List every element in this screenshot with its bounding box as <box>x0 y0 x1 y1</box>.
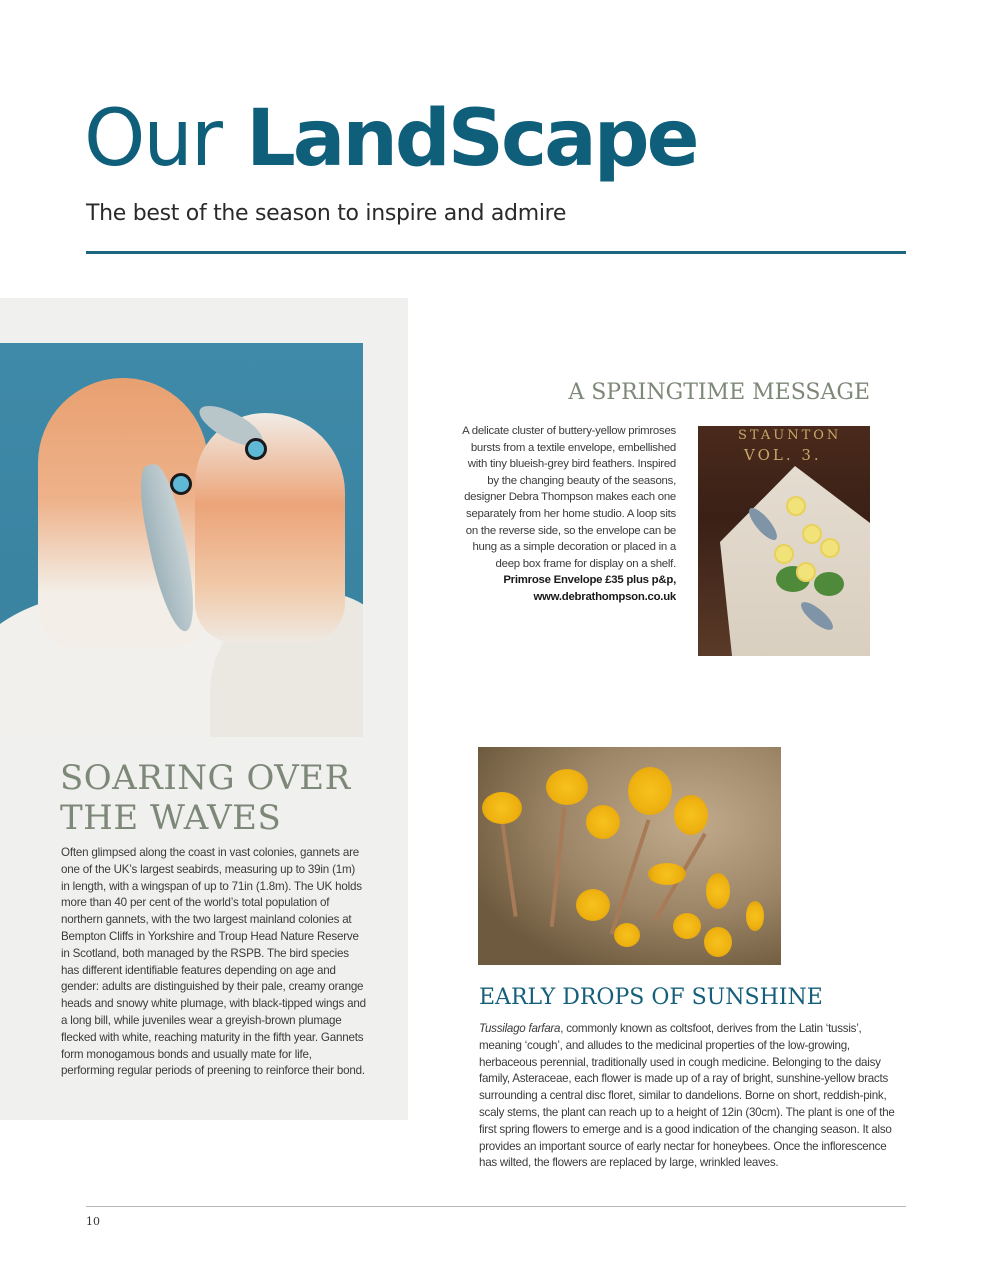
coltsfoot-bloom-icon <box>673 913 701 939</box>
springtime-body-block <box>462 423 676 606</box>
coltsfoot-heading: EARLY DROPS OF SUNSHINE <box>479 985 823 1010</box>
gannets-photo <box>0 343 363 737</box>
primrose-flower-icon <box>786 496 806 516</box>
springtime-heading: A SPRINGTIME MESSAGE <box>568 380 870 405</box>
gannets-body: Often glimpsed along the coast in vast colonies, gannets are one of the UK’s largest seabirds, measuring up to 39in (1m) in length, with a wingspan of up to 71in (1.8m). The UK holds more than 40 per cent of the world’s total population of northern gannets, with the two largest mainland colonies at Bempton Cliffs in Yorkshire and Troup Head Nature Reserve in Scotland, both managed by the RSPB. The bird species has different identifiable features depending on age and gender: adults are distinguished by their pale, creamy orange heads and snowy white plumage, with black-tipped wings and a long bill, while juveniles wear a greyish-brown plumage flecked with white, reaching maturity in the fifth year. Gannets form monogamous bonds and usually mate for life, performing regular periods of preening to reinforce their bond. <box>61 846 366 1078</box>
coltsfoot-bloom-icon <box>586 805 620 839</box>
primrose-flower-icon <box>796 562 816 582</box>
page-number: 10 <box>86 1215 100 1228</box>
primrose-flower-icon <box>774 544 794 564</box>
title-bold: LandScape <box>246 94 697 184</box>
coltsfoot-bloom-icon <box>648 863 686 885</box>
leaf-icon <box>814 572 844 596</box>
header-divider <box>86 251 906 254</box>
gannet-right-head <box>195 413 345 643</box>
coltsfoot-photo <box>478 747 781 965</box>
coltsfoot-bloom-icon <box>704 927 732 957</box>
coltsfoot-bloom-icon <box>482 792 522 824</box>
coltsfoot-body-block <box>479 1021 904 1172</box>
primrose-flower-icon <box>802 524 822 544</box>
primrose-flower-icon <box>820 538 840 558</box>
coltsfoot-bloom-icon <box>628 767 672 815</box>
title-light: Our <box>84 94 221 184</box>
springtime-body: A delicate cluster of buttery-yellow primroses bursts from a textile envelope, embellished with tiny blueish-grey bird feathers. Inspired by the changing beauty of the seasons, designer Debra Thompson makes each one separately from her home studio. A loop sits on the reverse side, so the envelope can be hung as a simple decoration or placed in a deep box frame for display on a shelf. <box>462 425 676 570</box>
coltsfoot-bloom-icon <box>746 901 764 931</box>
coltsfoot-bloom-icon <box>576 889 610 921</box>
stem <box>550 807 567 927</box>
envelope-photo <box>698 426 870 656</box>
page-subtitle: The best of the season to inspire and admire <box>86 201 567 226</box>
coltsfoot-body: , commonly known as coltsfoot, derives from the Latin ‘tussis’, meaning ‘cough’, and alludes to the medicinal properties of the low-growing, herbaceous perennial, traditionally used in cough medicine. Belonging to the daisy family, Asteraceae, each flower is made up of a ray of bright, sunshine-yellow bracts surrounding a central disc floret, similar to dandelions. Borne on short, reddish-pink, scaly stems, the plant can reach up to a height of 12in (30cm). The plant is one of the first spring flowers to emerge and is a good indication of the changing season. It also provides an important source of early nectar for honeybees. Once the inflorescence has wilted, the flowers are replaced by large, wrinkled leaves. <box>479 1022 895 1170</box>
coltsfoot-bloom-icon <box>546 769 588 805</box>
coltsfoot-bloom-icon <box>706 873 730 909</box>
book-spine-title: STAUNTON <box>738 428 842 443</box>
coltsfoot-latin-name: Tussilago farfara <box>479 1022 561 1035</box>
gannets-heading: SOARING OVER THE WAVES <box>60 758 351 838</box>
footer-divider <box>86 1206 906 1207</box>
book-spine-volume: VOL. 3. <box>744 446 822 464</box>
gannet-left-eye <box>170 473 192 495</box>
coltsfoot-bloom-icon <box>614 923 640 947</box>
page-title <box>84 94 697 184</box>
coltsfoot-bloom-icon <box>674 795 708 835</box>
gannet-right-eye <box>245 438 267 460</box>
envelope-shape <box>720 466 870 656</box>
springtime-website: www.debrathompson.co.uk <box>533 590 676 603</box>
springtime-product: Primrose Envelope £35 plus p&p, <box>503 574 676 587</box>
stem <box>610 819 651 934</box>
